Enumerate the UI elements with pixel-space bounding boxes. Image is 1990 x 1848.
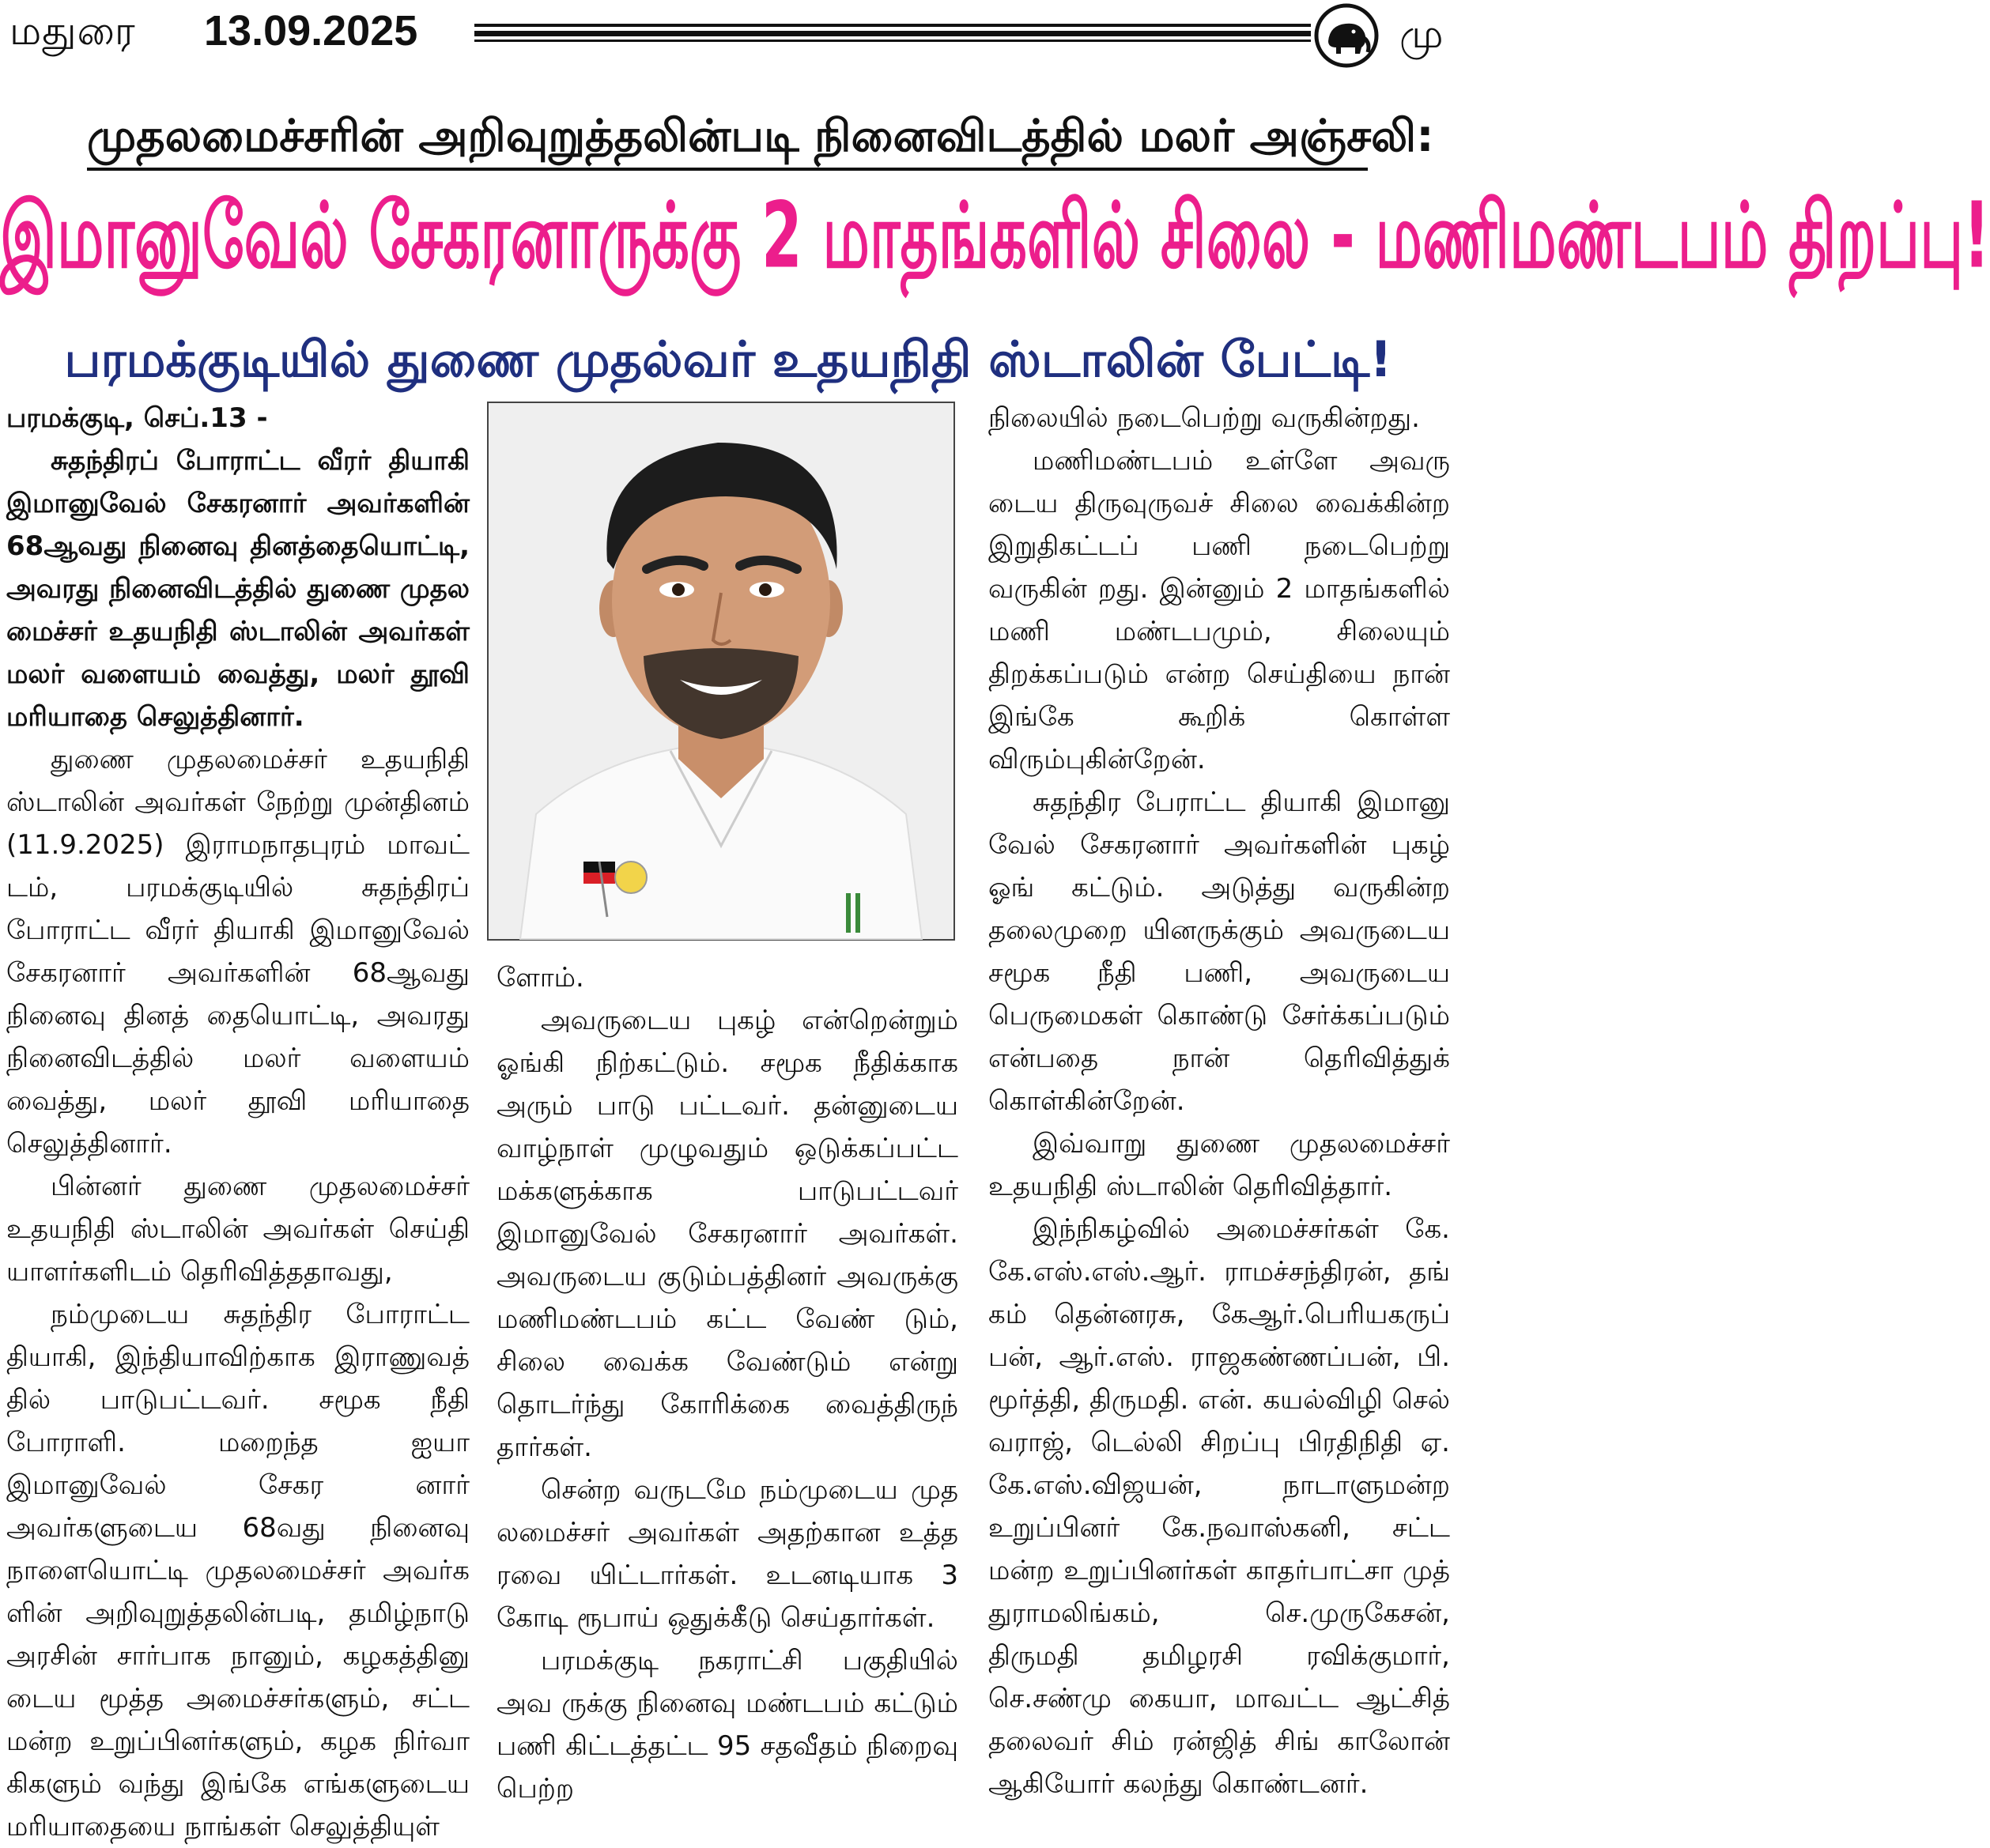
body-paragraph: ளோம். [497, 962, 584, 994]
article-column-2 [497, 956, 958, 1810]
body-paragraph: சென்ற வருடமே நம்முடைய முத லமைச்சர் அவர்கள் அதற்கான உத்த ரவை யிட்டார்கள். உடனடியாக 3 கோடி ரூபாய் ஒதுக்கீடு செய்தார்கள். [497, 1474, 958, 1634]
body-paragraph: பின்னர் துணை முதலமைச்சர் உதயநிதி ஸ்டாலின் அவர்கள் செய்தி யாளர்களிடம் தெரிவித்ததாவது, [6, 1171, 470, 1288]
body-paragraph: இவ்வாறு துணை முதலமைச்சர் உதயநிதி ஸ்டாலின் தெரிவித்தார். [988, 1128, 1450, 1202]
portrait-image [489, 403, 953, 939]
body-paragraph: மணிமண்டபம் உள்ளே அவரு டைய திருவுருவச் சிலை வைக்கின்ற இறுதிகட்டப் பணி நடைபெற்று வருகின் றது. இன்னும் 2 மாதங்களில் மணி மண்டபமும், சிலையும் திறக்கப்படும் என்ற செய்தியை நான் இங்கே கூறிக் கொள்ள விரும்புகின்றேன். [988, 445, 1450, 775]
article-kicker: முதலமைச்சரின் அறிவுறுத்தலின்படி நினைவிடத்தில் மலர் அஞ்சலி: [87, 111, 1434, 162]
body-paragraph: நிலையில் நடைபெற்று வருகின்றது. [988, 402, 1420, 434]
body-paragraph: சுதந்திர பேராட்ட தியாகி இமானு வேல் சேகரனார் அவர்களின் புகழ் ஓங் கட்டும். அடுத்து வருகின்ற தலைமுறை யினருக்கும் அவருடைய சமூக நீதி பணி, அவருடைய பெருமைகள் கொண்டு சேர்க்கப்படும் என்பதை நான் தெரிவித்துக் கொள்கின்றேன். [988, 786, 1450, 1117]
article-column-3 [988, 397, 1450, 1805]
elephant-emblem-icon [1312, 2, 1380, 70]
article-column-1 [6, 397, 470, 1848]
lead-paragraph: சுதந்திரப் போராட்ட வீரர் தியாகி இமானுவேல் சேகரனார் அவர்களின் 68ஆவது நினைவு தினத்தையொட்டி, அவரது நினைவிடத்தில் துணை முதல மைச்சர் உதயநிதி ஸ்டாலின் அவர்கள் மலர் வளையம் வைத்து, மலர் தூவி மரியாதை செலுத்தினார். [6, 445, 470, 733]
article-subhead: பரமக்குடியில் துணை முதல்வர் உதயநிதி ஸ்டாலின் பேட்டி! [64, 330, 1392, 388]
body-paragraph: நம்முடைய சுதந்திர போராட்ட தியாகி, இந்தியாவிற்காக இராணுவத் தில் பாடுபட்டவர். சமூக நீதி போராளி. மறைந்த ஐயா இமானுவேல் சேகர னார் அவர்களுடைய 68வது நினைவு நாளையொட்டி முதலமைச்சர் அவர்க ளின் அறிவுறுத்தலின்படி, தமிழ்நாடு அரசின் சார்பாக நானும், கழகத்தினு டைய மூத்த அமைச்சர்களும், சட்ட மன்ற உறுப்பினர்களும், கழக நிர்வா கிகளும் வந்து இங்கே எங்களுடைய மரியாதையை நாங்கள் செலுத்தியுள் [6, 1299, 470, 1842]
masthead-paper-initial: மு [1399, 11, 1444, 57]
body-paragraph: இந்நிகழ்வில் அமைச்சர்கள் கே. கே.எஸ்.எஸ்.ஆர். ராமச்சந்திரன், தங் கம் தென்னரசு, கேஆர்.பெரியகருப் பன், ஆர்.எஸ். ராஜகண்ணப்பன், பி. மூர்த்தி, திருமதி. என். கயல்விழி செல் வராஜ், டெல்லி சிறப்பு பிரதிநிதி ஏ. கே.எஸ்.விஜயன், நாடாளுமன்ற உறுப்பினர் கே.நவாஸ்கனி, சட்ட மன்ற உறுப்பினர்கள் காதர்பாட்சா முத் துராமலிங்கம், செ.முருகேசன், திருமதி தமிழரசி ரவிக்குமார், செ.சண்மு கையா, மாவட்ட ஆட்சித் தலைவர் சிம் ரன்ஜித் சிங் காலோன் ஆகியோர் கலந்து கொண்டனர். [988, 1213, 1450, 1800]
body-paragraph: பரமக்குடி நகராட்சி பகுதியில் அவ ருக்கு நினைவு மண்டபம் கட்டும் பணி கிட்டத்தட்ட 95 சதவீதம் நிறைவு பெற்ற [497, 1645, 958, 1805]
kicker-underline [87, 168, 1368, 171]
article-dateline: பரமக்குடி, செப்.13 - [6, 402, 268, 434]
portrait-photo [487, 402, 955, 941]
masthead-rule [474, 24, 1311, 43]
masthead-date: 13.09.2025 [204, 7, 418, 55]
article-headline: இமானுவேல் சேகரனாருக்கு 2 மாதங்களில் சிலை - மணிமண்டபம் திறப்பு! [0, 183, 1990, 289]
body-paragraph: அவருடைய புகழ் என்றென்றும் ஓங்கி நிற்கட்டும். சமூக நீதிக்காக அரும் பாடு பட்டவர். தன்னுடைய வாழ்நாள் முழுவதும் ஒடுக்கப்பட்ட மக்களுக்காக பாடுபட்டவர் இமானுவேல் சேகரனார் அவர்கள். அவருடைய குடும்பத்தினர் அவருக்கு மணிமண்டபம் கட்ட வேண் டும், சிலை வைக்க வேண்டும் என்று தொடர்ந்து கோரிக்கை வைத்திருந் தார்கள். [497, 1005, 958, 1463]
masthead [0, 0, 1456, 63]
body-paragraph: துணை முதலமைச்சர் உதயநிதி ஸ்டாலின் அவர்கள் நேற்று முன்தினம் (11.9.2025) இராமநாதபுரம் மாவட் டம், பரமக்குடியில் சுதந்திரப் போராட்ட வீரர் தியாகி இமானுவேல் சேகரனார் அவர்களின் 68ஆவது நினைவு தினத் தையொட்டி, அவரது நினைவிடத்தில் மலர் வளையம் வைத்து, மலர் தூவி மரியாதை செலுத்தினார். [6, 744, 470, 1160]
masthead-city: மதுரை [9, 8, 136, 54]
